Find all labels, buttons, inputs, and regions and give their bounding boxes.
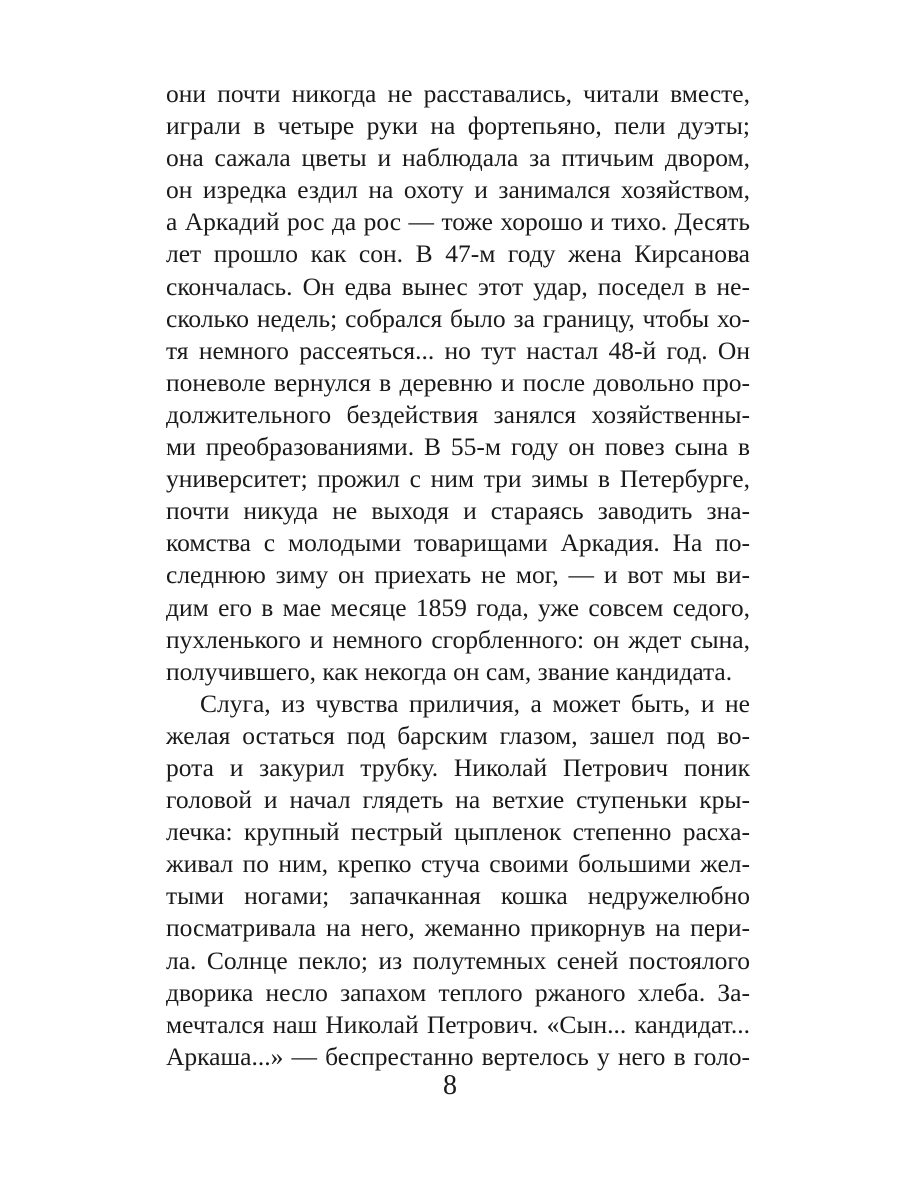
page-number: 8: [443, 1070, 457, 1101]
text-line: желая остаться под барским глазом, зашел под во-: [166, 720, 750, 750]
text-line: а Аркадий рос да рос — тоже хорошо и тихо. Десять: [166, 207, 750, 237]
text-line: тыми ногами; запачканная кошка недружелюбно: [166, 881, 750, 911]
text-line: должительного бездействия занялся хозяйственны-: [166, 399, 750, 429]
text-line: сколько недель; собрался было за границу, чтобы хо-: [166, 303, 750, 333]
text-line: играли в четыре руки на фортепьяно, пели дуэты;: [166, 111, 750, 141]
text-line: лет прошло как сон. В 47-м году жена Кирсанова: [166, 239, 750, 269]
text-line: живал по ним, крепко стуча своими большими жел-: [166, 849, 750, 879]
text-line: она сажала цветы и наблюдала за птичьим двором,: [166, 143, 750, 173]
text-line: тя немного рассеяться... но тут настал 48-й год. Он: [166, 335, 750, 365]
text-line: пухленького и немного сгорбленного: он ждет сына,: [166, 624, 750, 654]
text-line: рота и закурил трубку. Николай Петрович поник: [166, 752, 750, 782]
text-line: дим его в мае месяце 1859 года, уже совсем седого,: [166, 592, 750, 622]
text-line: головой и начал глядеть на ветхие ступеньки кры-: [166, 785, 750, 815]
body-text: [166, 78, 750, 1073]
text-line: следнюю зиму он приехать не мог, — и вот мы ви-: [166, 560, 750, 590]
text-line: университет; прожил с ним три зимы в Петербурге,: [166, 464, 750, 494]
text-line: получившего, как некогда он сам, звание кандидата.: [166, 656, 733, 686]
text-line: Слуга, из чувства приличия, а может быть, и не: [200, 688, 750, 718]
text-line: поневоле вернулся в деревню и после довольно про-: [166, 367, 750, 397]
text-line: они почти никогда не расставались, читали вместе,: [166, 79, 750, 108]
text-line: лечка: крупный пестрый цыпленок степенно расха-: [166, 817, 750, 847]
text-line: почти никуда не выходя и стараясь заводить зна-: [166, 496, 750, 526]
text-line: скончалась. Он едва вынес этот удар, поседел в не-: [166, 271, 750, 301]
text-line: ла. Солнце пекло; из полутемных сеней постоялого: [166, 945, 750, 975]
paragraph-1: [166, 78, 750, 688]
text-line: посматривала на него, жеманно прикорнув на пери-: [166, 913, 750, 943]
text-line: он изредка ездил на охоту и занимался хозяйством,: [166, 175, 750, 205]
paragraph-2: [166, 688, 750, 1073]
text-line: Аркаша...» — беспрестанно вертелось у него в голо-: [166, 1041, 750, 1071]
text-line: ми преобразованиями. В 55-м году он повез сына в: [166, 432, 750, 462]
text-line: дворика несло запахом теплого ржаного хлеба. За-: [166, 977, 750, 1007]
text-line: комства с молодыми товарищами Аркадия. На по-: [166, 528, 750, 558]
text-line: мечтался наш Николай Петрович. «Сын... кандидат...: [166, 1009, 750, 1039]
